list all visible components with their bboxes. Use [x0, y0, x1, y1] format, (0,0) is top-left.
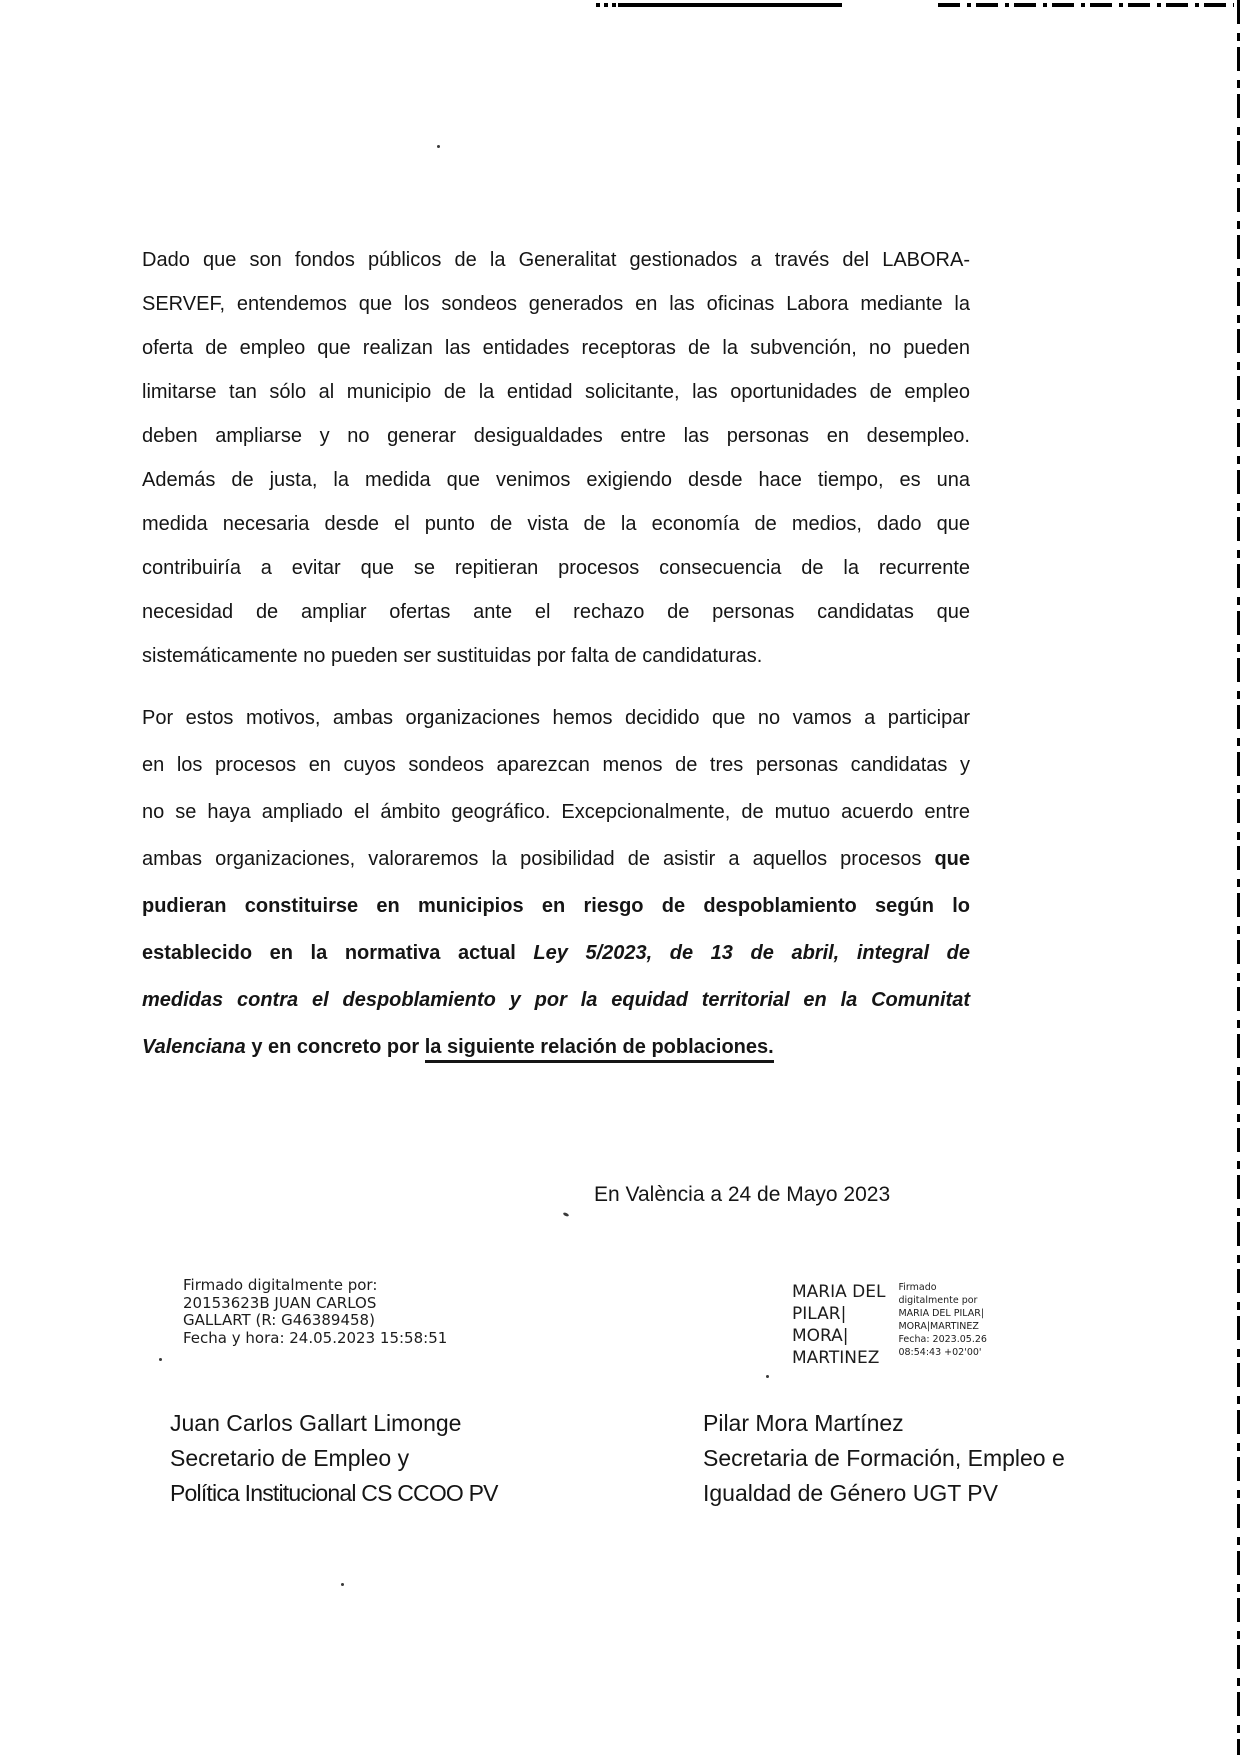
- scan-artifact-top-dashes: [596, 3, 618, 7]
- text-line: SERVEF, entendemos que los sondeos generados en las oficinas Labora mediante la: [142, 293, 970, 315]
- text-line: medida necesaria desde el punto de vista de la economía de medios, dado que: [142, 513, 970, 535]
- signer-name: Pilar Mora Martínez: [703, 1410, 904, 1436]
- text-segment-bold: que: [934, 848, 970, 870]
- stamp-text-line: MORA|MARTINEZ: [898, 1321, 979, 1332]
- stamp-text-line: Firmado digitalmente por:: [183, 1276, 378, 1294]
- scan-speck: [563, 1212, 570, 1217]
- text-line: oferta de empleo que realizan las entidades receptoras de la subvención, no pueden: [142, 337, 970, 359]
- date-line: En València a 24 de Mayo 2023: [594, 1183, 891, 1206]
- signer-title: Secretario de Empleo y: [170, 1445, 410, 1471]
- text-line: contribuiría a evitar que se repitieran procesos consecuencia de la recurrente: [142, 557, 970, 579]
- stamp-text-line: Fecha y hora: 24.05.2023 15:58:51: [183, 1328, 448, 1347]
- text-line: [142, 930, 970, 977]
- stamp-text-line: 20153623B JUAN CARLOS: [183, 1293, 377, 1312]
- scan-artifact-top-line: [618, 3, 842, 7]
- text-line: Dado que son fondos públicos de la Generalitat gestionados a través del LABORA-: [142, 249, 970, 271]
- signer-title: Secretaria de Formación, Empleo e: [703, 1445, 1065, 1471]
- stamp-text-line: MARIA DEL PILAR|: [898, 1308, 985, 1319]
- text-line: limitarse tan sólo al municipio de la entidad solicitante, las oportunidades de empleo: [142, 381, 970, 403]
- text-line: Además de justa, la medida que venimos exigiendo desde hace tiempo, es una: [142, 469, 970, 491]
- text-line: no se haya ampliado el ámbito geográfico. Excepcionalmente, de mutuo acuerdo entre: [142, 801, 970, 823]
- text-segment-bold: establecido en la normativa actual: [142, 942, 534, 964]
- digital-signature-stamp-right: [792, 1281, 987, 1369]
- stamp-text-line: digitalmente por: [898, 1295, 978, 1306]
- scan-speck: [341, 1583, 344, 1586]
- text-segment-bold-underline: la siguiente relación de poblaciones.: [425, 1036, 774, 1063]
- digital-signature-stamp-left: [183, 1277, 447, 1347]
- text-line: [142, 836, 970, 883]
- stamp-text-line: 08:54:43 +02'00': [898, 1347, 982, 1358]
- scan-artifact-top-dashed-line: [938, 3, 1234, 7]
- stamp-text-line: GALLART (R: G46389458): [183, 1311, 375, 1329]
- signer-title: Política Institucional CS CCOO PV: [170, 1480, 498, 1506]
- signer-name: Juan Carlos Gallart Limonge: [170, 1410, 462, 1436]
- stamp-signature-details: [898, 1281, 986, 1359]
- signer-title: Igualdad de Género UGT PV: [703, 1480, 998, 1506]
- text-line: [142, 1024, 970, 1071]
- text-line-bold: pudieran constituirse en municipios en riesgo de despoblamiento según lo: [142, 895, 970, 917]
- scan-speck: [766, 1375, 769, 1378]
- text-line: en los procesos en cuyos sondeos aparezcan menos de tres personas candidatas y: [142, 754, 970, 776]
- stamp-signer-name: [792, 1281, 885, 1369]
- stamp-text-line: Fecha: 2023.05.26: [898, 1334, 987, 1345]
- text-line: deben ampliarse y no generar desigualdades entre las personas en desempleo.: [142, 425, 970, 447]
- text-segment-bold: y en concreto por: [251, 1036, 425, 1058]
- scan-speck: [437, 145, 440, 148]
- paragraph-decision: [142, 695, 970, 1071]
- text-segment-bold-italic: Valenciana: [142, 1036, 252, 1058]
- signer-block-right: [703, 1406, 1065, 1511]
- stamp-text-line: MORA|: [792, 1326, 849, 1346]
- signer-block-left: [170, 1406, 498, 1511]
- text-line-bold-italic: medidas contra el despoblamiento y por la equidad territorial en la Comunitat: [142, 989, 970, 1011]
- text-segment-bold-italic: Ley 5/2023, de 13 de abril, integral de: [533, 942, 970, 964]
- text-line: Por estos motivos, ambas organizaciones hemos decidido que no vamos a participar: [142, 707, 970, 729]
- text-line: necesidad de ampliar ofertas ante el rechazo de personas candidatas que: [142, 601, 970, 623]
- stamp-text-line: MARTINEZ: [792, 1348, 880, 1368]
- paragraph-funding: [142, 238, 970, 678]
- scan-artifact-right-edge-line: [1237, 0, 1240, 1755]
- stamp-text-line: PILAR|: [792, 1304, 847, 1324]
- text-segment: ambas organizaciones, valoraremos la posibilidad de asistir a aquellos procesos: [142, 848, 935, 870]
- text-line: sistemáticamente no pueden ser sustituidas por falta de candidaturas.: [142, 645, 763, 667]
- scan-speck: [159, 1358, 162, 1361]
- stamp-text-line: MARIA DEL: [792, 1282, 886, 1302]
- stamp-text-line: Firmado: [898, 1282, 937, 1293]
